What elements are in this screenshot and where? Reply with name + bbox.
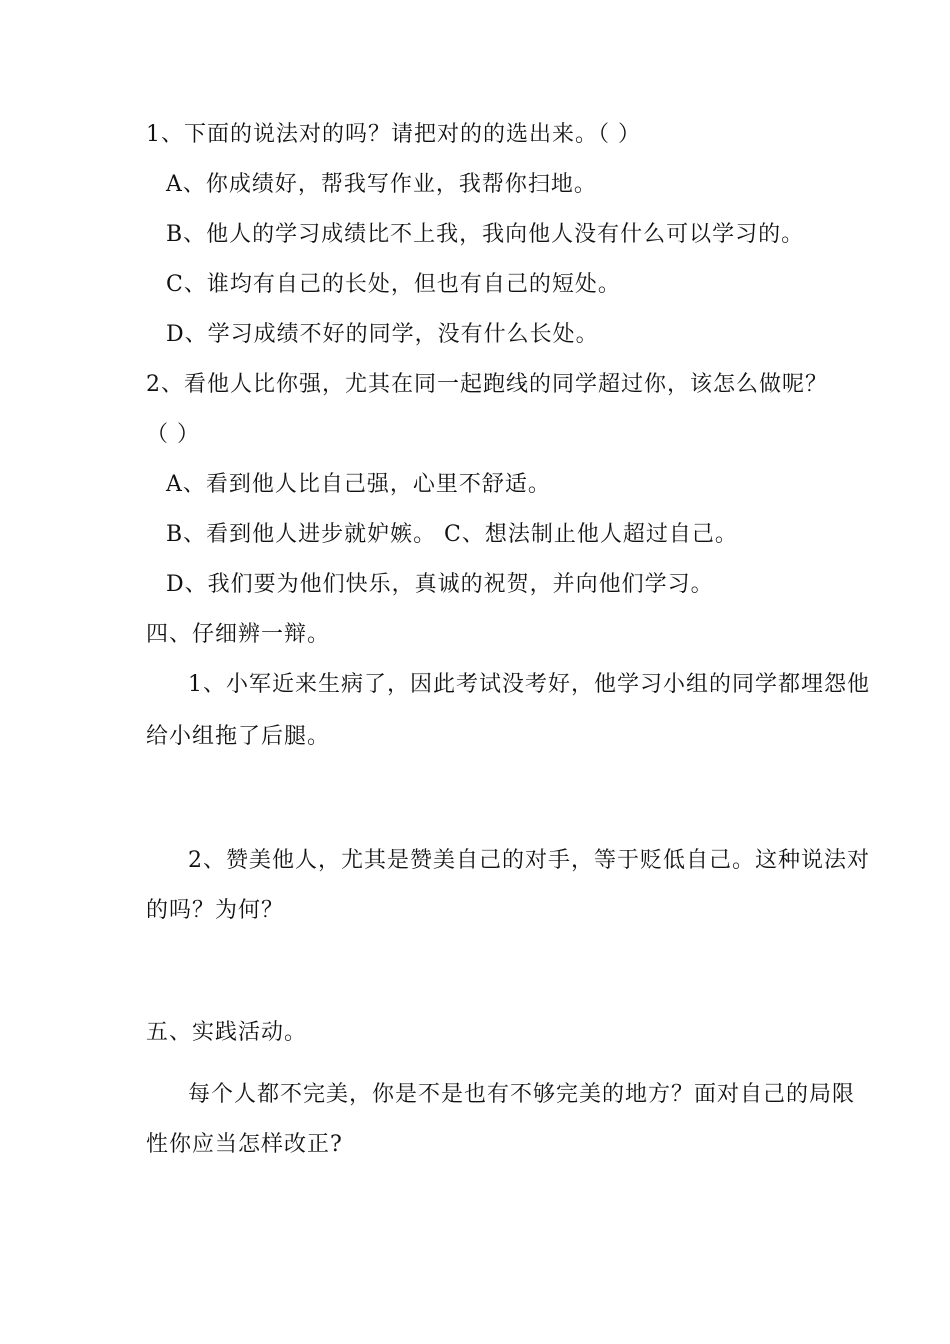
section-4-item-2-line-1: 2、赞美他人，尤其是赞美自己的对手，等于贬低自己。这种说法对: [188, 848, 870, 873]
question-2-option-c: C、想法制止他人超过自己。: [444, 522, 738, 547]
section-4-item-1-line-1: 1、小军近来生病了，因此考试没考好，他学习小组的同学都埋怨他: [188, 672, 870, 697]
question-1-option-c: C、谁均有自己的长处，但也有自己的短处。: [166, 272, 621, 297]
section-5-paragraph-line-2: 性你应当怎样改正?: [146, 1132, 343, 1157]
question-1-option-d: D、学习成绩不好的同学，没有什么长处。: [166, 322, 599, 347]
question-2-stem: 2、看他人比你强，尤其在同一起跑线的同学超过你，该怎么做呢？: [146, 372, 828, 397]
section-5-heading: 五、实践活动。: [146, 1020, 308, 1045]
section-4-heading: 四、仔细辨一辩。: [146, 622, 331, 647]
question-2-option-b: B、看到他人进步就妒嫉。: [166, 522, 437, 547]
question-1-stem: 1、下面的说法对的吗？请把对的的选出来。（ ）: [146, 122, 641, 147]
question-2-option-d: D、我们要为他们快乐，真诚的祝贺，并向他们学习。: [166, 572, 714, 597]
question-1-option-b: B、他人的学习成绩比不上我，我向他人没有什么可以学习的。: [166, 222, 805, 247]
section-5-paragraph-line-1: 每个人都不完美，你是不是也有不够完美的地方？面对自己的局限: [188, 1082, 856, 1107]
question-1-option-a: A、你成绩好，帮我写作业，我帮你扫地。: [166, 172, 597, 197]
section-4-item-1-line-2: 给小组拖了后腿。: [146, 724, 331, 749]
question-2-answer-paren: （ ）: [146, 422, 200, 447]
section-4-item-2-line-2: 的吗？为何？: [146, 898, 285, 923]
question-2-option-a: A、看到他人比自己强，心里不舒适。: [166, 472, 551, 497]
